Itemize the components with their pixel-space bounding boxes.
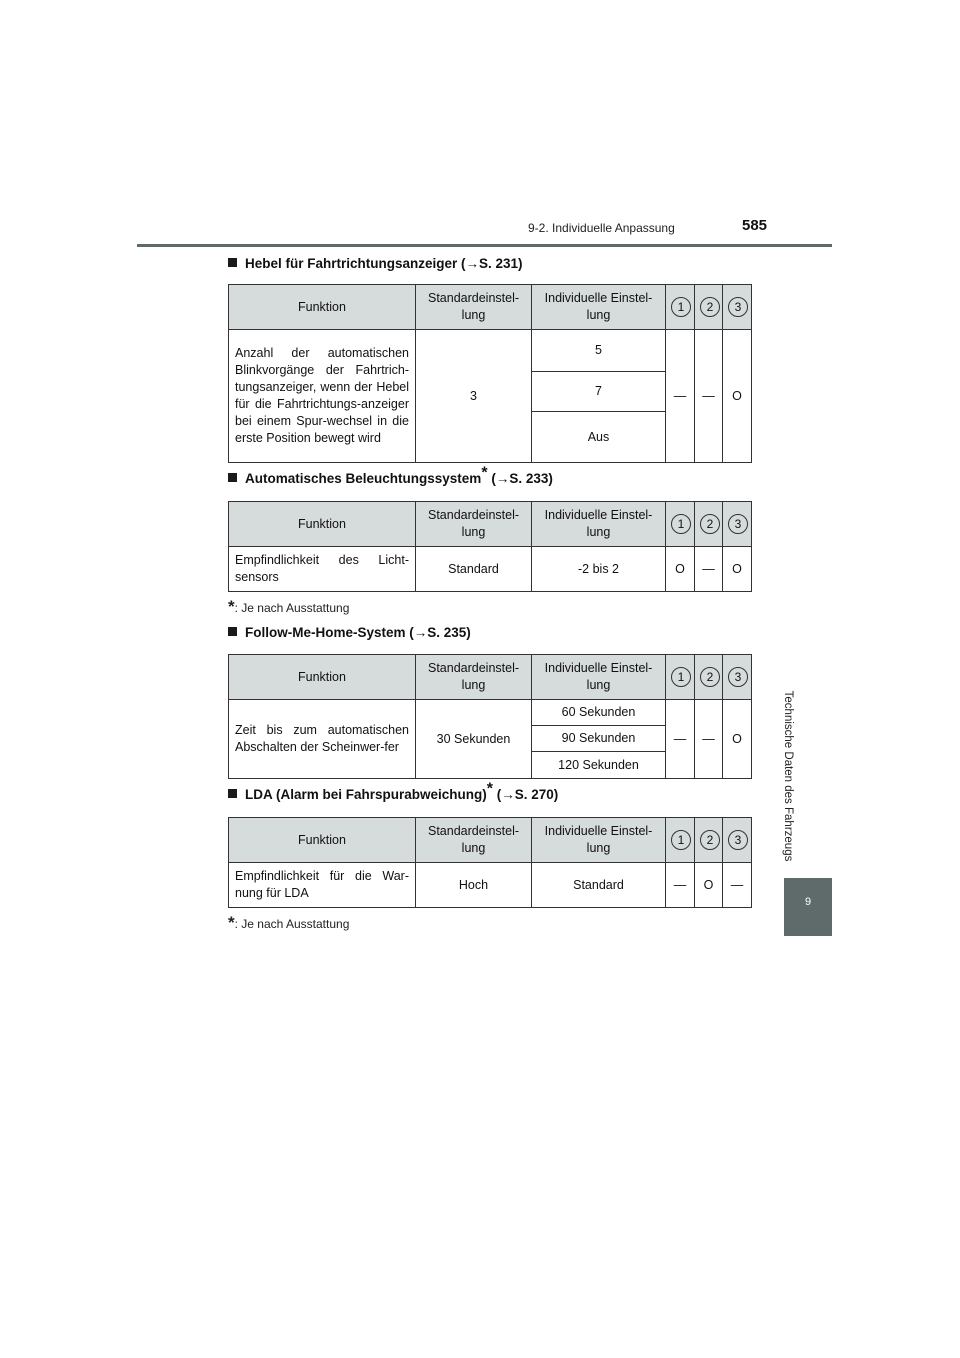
- header-standard: Standardeinstel- lung: [416, 818, 532, 863]
- mark-cell-1: —: [666, 330, 695, 463]
- chapter-number: 9: [804, 896, 812, 908]
- mark-cell-2: O: [695, 863, 723, 908]
- chapter-title: Technische Daten des Fahrzeugs: [782, 690, 794, 862]
- header-divider: [137, 244, 832, 247]
- header-standard: Standardeinstel- lung: [416, 502, 532, 547]
- header-individual: Individuelle Einstel- lung: [532, 285, 666, 330]
- function-cell: Empfindlichkeit des Licht-sensors: [229, 547, 416, 592]
- header-individual: Individuelle Einstel- lung: [532, 502, 666, 547]
- header-col-1: 1: [666, 285, 695, 330]
- default-cell: 3: [416, 330, 532, 463]
- header-col-2: 2: [695, 502, 723, 547]
- header-col-3: 3: [723, 655, 752, 700]
- function-cell: Zeit bis zum automatischen Abschalten der Scheinwer-fer: [229, 700, 416, 779]
- mark-cell-3: —: [723, 863, 752, 908]
- header-col-3: 3: [723, 818, 752, 863]
- mark-cell-3: O: [723, 330, 752, 463]
- header-funktion: Funktion: [229, 818, 416, 863]
- settings-table-follow-me-home: [228, 654, 752, 779]
- mark-cell-3: O: [723, 547, 752, 592]
- section-heading-lda: LDA (Alarm bei Fahrspurabweichung)* (→S. 270): [228, 787, 558, 802]
- option-cell: Standard: [532, 863, 666, 908]
- settings-table-turn-signal: [228, 284, 752, 463]
- header-col-2: 2: [695, 818, 723, 863]
- header-col-3: 3: [723, 502, 752, 547]
- header-col-3: 3: [723, 285, 752, 330]
- header-col-1: 1: [666, 502, 695, 547]
- header-funktion: Funktion: [229, 502, 416, 547]
- settings-table-lda: [228, 817, 752, 908]
- header-individual: Individuelle Einstel- lung: [532, 818, 666, 863]
- mark-cell-1: O: [666, 547, 695, 592]
- function-cell: Anzahl der automatischen Blinkvorgänge der Fahrtrich-tungsanzeiger, wenn der Hebel für die Fahrtrichtungs-anzeiger bei einem Spur-wechsel in die erste Position bewegt wird: [229, 330, 416, 463]
- section-heading-follow-me-home: Follow-Me-Home-System (→S. 235): [228, 625, 471, 640]
- option-cell: 60 Sekunden: [532, 700, 666, 726]
- option-cell: 120 Sekunden: [532, 752, 666, 779]
- mark-cell-1: —: [666, 863, 695, 908]
- header-col-2: 2: [695, 285, 723, 330]
- footnote: *: Je nach Ausstattung: [228, 597, 350, 616]
- mark-cell-2: —: [695, 547, 723, 592]
- mark-cell-2: —: [695, 700, 723, 779]
- default-cell: 30 Sekunden: [416, 700, 532, 779]
- section-heading-auto-lights: Automatisches Beleuchtungssystem* (→S. 233): [228, 471, 553, 486]
- option-cell: -2 bis 2: [532, 547, 666, 592]
- section-heading-turn-signal: Hebel für Fahrtrichtungsanzeiger (→S. 231): [228, 256, 523, 271]
- option-cell: 5: [532, 330, 666, 372]
- chapter-tab: [784, 878, 832, 936]
- page-number: 585: [742, 217, 768, 234]
- default-cell: Standard: [416, 547, 532, 592]
- bullet-square-icon: [228, 627, 237, 636]
- mark-cell-2: —: [695, 330, 723, 463]
- default-cell: Hoch: [416, 863, 532, 908]
- function-cell: Empfindlichkeit für die War-nung für LDA: [229, 863, 416, 908]
- header-funktion: Funktion: [229, 655, 416, 700]
- header-standard: Standardeinstel- lung: [416, 655, 532, 700]
- header-funktion: Funktion: [229, 285, 416, 330]
- header-standard: Standardeinstel- lung: [416, 285, 532, 330]
- settings-table-auto-lights: [228, 501, 752, 592]
- mark-cell-1: —: [666, 700, 695, 779]
- header-col-2: 2: [695, 655, 723, 700]
- section-title: 9-2. Individuelle Anpassung: [528, 221, 675, 235]
- header-individual: Individuelle Einstel- lung: [532, 655, 666, 700]
- bullet-square-icon: [228, 473, 237, 482]
- option-cell: 7: [532, 372, 666, 412]
- bullet-square-icon: [228, 258, 237, 267]
- header-col-1: 1: [666, 655, 695, 700]
- option-cell: 90 Sekunden: [532, 726, 666, 752]
- header-col-1: 1: [666, 818, 695, 863]
- bullet-square-icon: [228, 789, 237, 798]
- option-cell: Aus: [532, 412, 666, 463]
- footnote: *: Je nach Ausstattung: [228, 913, 350, 932]
- mark-cell-3: O: [723, 700, 752, 779]
